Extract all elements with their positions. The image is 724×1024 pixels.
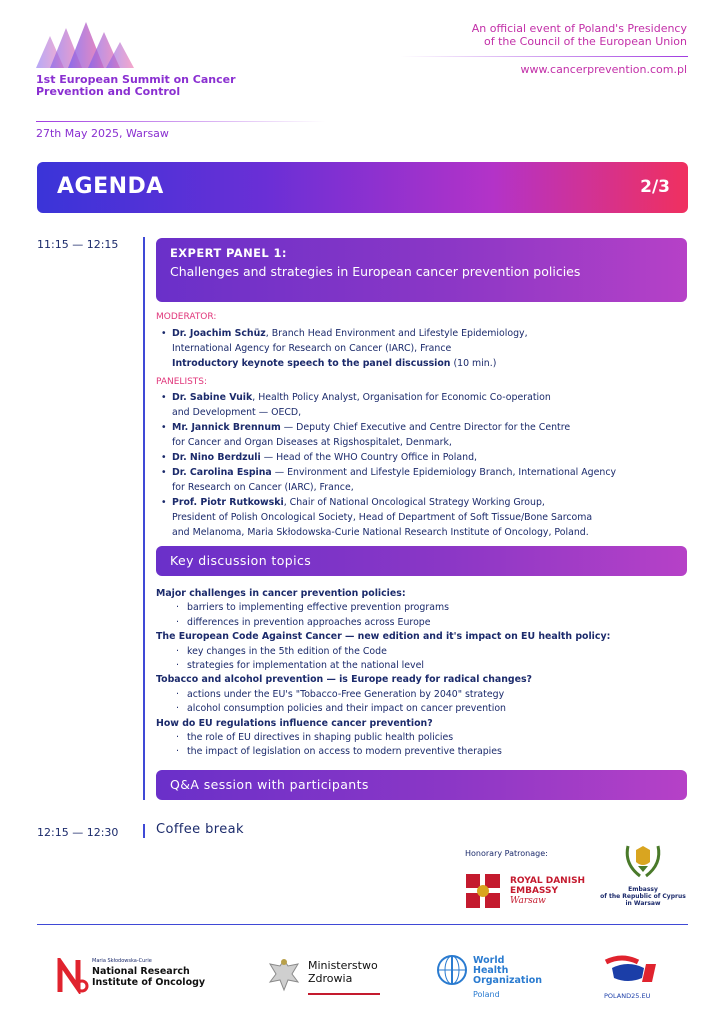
panelist-role-cont: and Development — OECD, xyxy=(172,407,302,418)
nio-name xyxy=(92,966,232,988)
danish-line-2: EMBASSY xyxy=(510,886,559,896)
poland25-logo-icon xyxy=(602,954,658,988)
slot1-time: 11:15 — 12:15 xyxy=(37,238,119,251)
danish-crest-icon xyxy=(466,874,500,908)
website-link[interactable]: www.cancerprevention.com.pl xyxy=(520,63,687,76)
panelist-role-cont: for Research on Cancer (IARC), France, xyxy=(172,482,354,493)
ministry-of-health-logo xyxy=(308,959,388,985)
topic-group xyxy=(156,673,686,716)
panelist-name: Mr. Jannick Brennum xyxy=(172,422,281,433)
nio-line-2: Institute of Oncology xyxy=(92,977,206,988)
bullet-icon: • xyxy=(161,422,167,433)
official-line-2: of the Council of the European Union xyxy=(484,35,687,48)
keynote-title: Introductory keynote speech to the panel discussion xyxy=(172,358,451,369)
moderator-entry xyxy=(161,326,691,371)
topic-heading: The European Code Against Cancer — new edition and it's impact on EU health policy: xyxy=(156,631,611,643)
bullet-icon: • xyxy=(161,467,167,478)
panelist-role: — Head of the WHO Country Office in Poland, xyxy=(260,452,477,463)
panelist-name: Prof. Piotr Rutkowski xyxy=(172,497,284,508)
bullet-icon: • xyxy=(161,452,167,463)
ministry-underline xyxy=(308,993,380,995)
nio-line-1: National Research xyxy=(92,966,190,977)
timeline-line-short xyxy=(143,824,145,838)
who-line-1: World Health xyxy=(473,955,509,976)
panelist-item xyxy=(161,495,691,540)
panelist-role-cont: for Cancer and Organ Diseases at Rigshospitalet, Denmark, xyxy=(172,437,452,448)
ministry-line-1: Ministerstwo xyxy=(308,959,378,972)
coffee-break-title: Coffee break xyxy=(156,822,244,837)
topic-group xyxy=(156,587,686,630)
topic-heading: How do EU regulations influence cancer prevention? xyxy=(156,717,433,729)
summit-title: 1st European Summit on Cancer Prevention and Control xyxy=(36,73,236,98)
panel-label: EXPERT PANEL 1: xyxy=(170,246,287,260)
cyprus-emblem-icon xyxy=(618,836,668,886)
summit-peaks-logo xyxy=(36,22,134,70)
slot2-time: 12:15 — 12:30 xyxy=(37,826,119,839)
panelist-item xyxy=(161,450,691,465)
cyprus-line-3: in Warsaw xyxy=(625,900,661,907)
official-event-note xyxy=(367,22,687,48)
who-emblem-icon xyxy=(434,952,470,988)
danish-line-1: ROYAL DANISH xyxy=(510,876,586,886)
topic-item: · strategies for implementation at the national level xyxy=(156,659,686,673)
royal-danish-embassy-logo xyxy=(510,876,600,906)
panelists-label: PANELISTS: xyxy=(156,377,208,387)
topic-item: · differences in prevention approaches across Europe xyxy=(156,616,686,630)
dot-icon: · xyxy=(176,703,179,715)
topic-heading: Tobacco and alcohol prevention — is Europe ready for radical changes? xyxy=(156,674,532,686)
nio-patron-name: Maria Skłodowska-Curie xyxy=(92,958,152,964)
topic-heading: Major challenges in cancer prevention policies: xyxy=(156,588,406,599)
footer-divider xyxy=(37,924,688,925)
who-line-2: Organization xyxy=(473,975,543,986)
panelist-name: Dr. Carolina Espina xyxy=(172,467,272,478)
dot-icon: · xyxy=(176,645,179,657)
topics-bar xyxy=(156,546,687,576)
dot-icon: · xyxy=(176,746,179,758)
topic-group xyxy=(156,717,686,760)
topic-item: · the role of EU directives in shaping public health policies xyxy=(156,731,686,745)
moderator-affiliation: International Agency for Research on Cancer (IARC), France xyxy=(172,343,452,354)
summit-date: 27th May 2025, Warsaw xyxy=(36,127,169,140)
keynote-duration: (10 min.) xyxy=(450,358,497,369)
agenda-page-number: 2/3 xyxy=(640,177,670,197)
danish-city: Warsaw xyxy=(510,896,546,906)
panelist-item xyxy=(161,465,691,495)
topic-item: · alcohol consumption policies and their impact on cancer prevention xyxy=(156,702,686,716)
ministry-line-2: Zdrowia xyxy=(308,972,353,985)
panelist-role: , Health Policy Analyst, Organisation for Economic Co-operation xyxy=(252,392,551,403)
topic-item: · barriers to implementing effective prevention programs xyxy=(156,601,686,615)
header-divider-right xyxy=(400,56,688,57)
bullet-icon: • xyxy=(161,392,167,403)
agenda-title: AGENDA xyxy=(57,174,164,199)
cyprus-line-2: of the Republic of Cyprus xyxy=(600,893,686,900)
panelist-item xyxy=(161,390,691,420)
who-country: Poland xyxy=(473,990,500,999)
honorary-patronage-label: Honorary Patronage: xyxy=(465,849,548,858)
cyprus-embassy-label xyxy=(590,886,696,907)
dot-icon: · xyxy=(176,732,179,744)
topic-item: · key changes in the 5th edition of the Code xyxy=(156,645,686,659)
qa-bar-label: Q&A session with participants xyxy=(170,777,369,792)
official-line-1: An official event of Poland's Presidency xyxy=(471,22,687,35)
polish-eagle-icon xyxy=(264,954,304,994)
panelist-name: Dr. Sabine Vuik xyxy=(172,392,253,403)
topic-item: · the impact of legislation on access to modern preventive therapies xyxy=(156,745,686,759)
timeline-line xyxy=(143,237,145,800)
dot-icon: · xyxy=(176,616,179,628)
qa-bar xyxy=(156,770,687,800)
header-divider-left xyxy=(36,121,326,122)
panel-title: Challenges and strategies in European cancer prevention policies xyxy=(170,264,581,279)
moderator-name: Dr. Joachim Schüz xyxy=(172,328,266,339)
panelist-role: , Chair of National Oncological Strategy Working Group, xyxy=(283,497,545,508)
panelists-list xyxy=(161,390,691,540)
dot-icon: · xyxy=(176,688,179,700)
moderator-role: , Branch Head Environment and Lifestyle Epidemiology, xyxy=(265,328,528,339)
moderator-label: MODERATOR: xyxy=(156,312,217,322)
topic-item: · actions under the EU's "Tobacco-Free Generation by 2040" strategy xyxy=(156,688,686,702)
bullet-icon: • xyxy=(161,328,167,339)
dot-icon: · xyxy=(176,602,179,614)
cyprus-line-1: Embassy xyxy=(628,886,658,893)
bullet-icon: • xyxy=(161,497,167,508)
panelist-role: — Deputy Chief Executive and Centre Director for the Centre xyxy=(280,422,571,433)
discussion-topics xyxy=(156,587,686,760)
topics-bar-label: Key discussion topics xyxy=(170,553,312,568)
panelist-role-cont: and Melanoma, Maria Skłodowska-Curie National Research Institute of Oncology, Poland. xyxy=(172,527,589,538)
panelist-item xyxy=(161,420,691,450)
topic-group xyxy=(156,630,686,673)
dot-icon: · xyxy=(176,660,179,672)
nio-logo-icon xyxy=(56,958,90,994)
panelist-name: Dr. Nino Berdzuli xyxy=(172,452,261,463)
expert-panel-header xyxy=(156,238,687,302)
who-logo-text xyxy=(473,956,543,986)
agenda-banner xyxy=(37,162,688,213)
poland25-label: POLAND25.EU xyxy=(604,992,651,1000)
panelist-role-cont: President of Polish Oncological Society, Head of Department of Soft Tissue/Bone Sarcoma xyxy=(172,512,593,523)
panelist-role: — Environment and Lifestyle Epidemiology Branch, International Agency xyxy=(271,467,617,478)
